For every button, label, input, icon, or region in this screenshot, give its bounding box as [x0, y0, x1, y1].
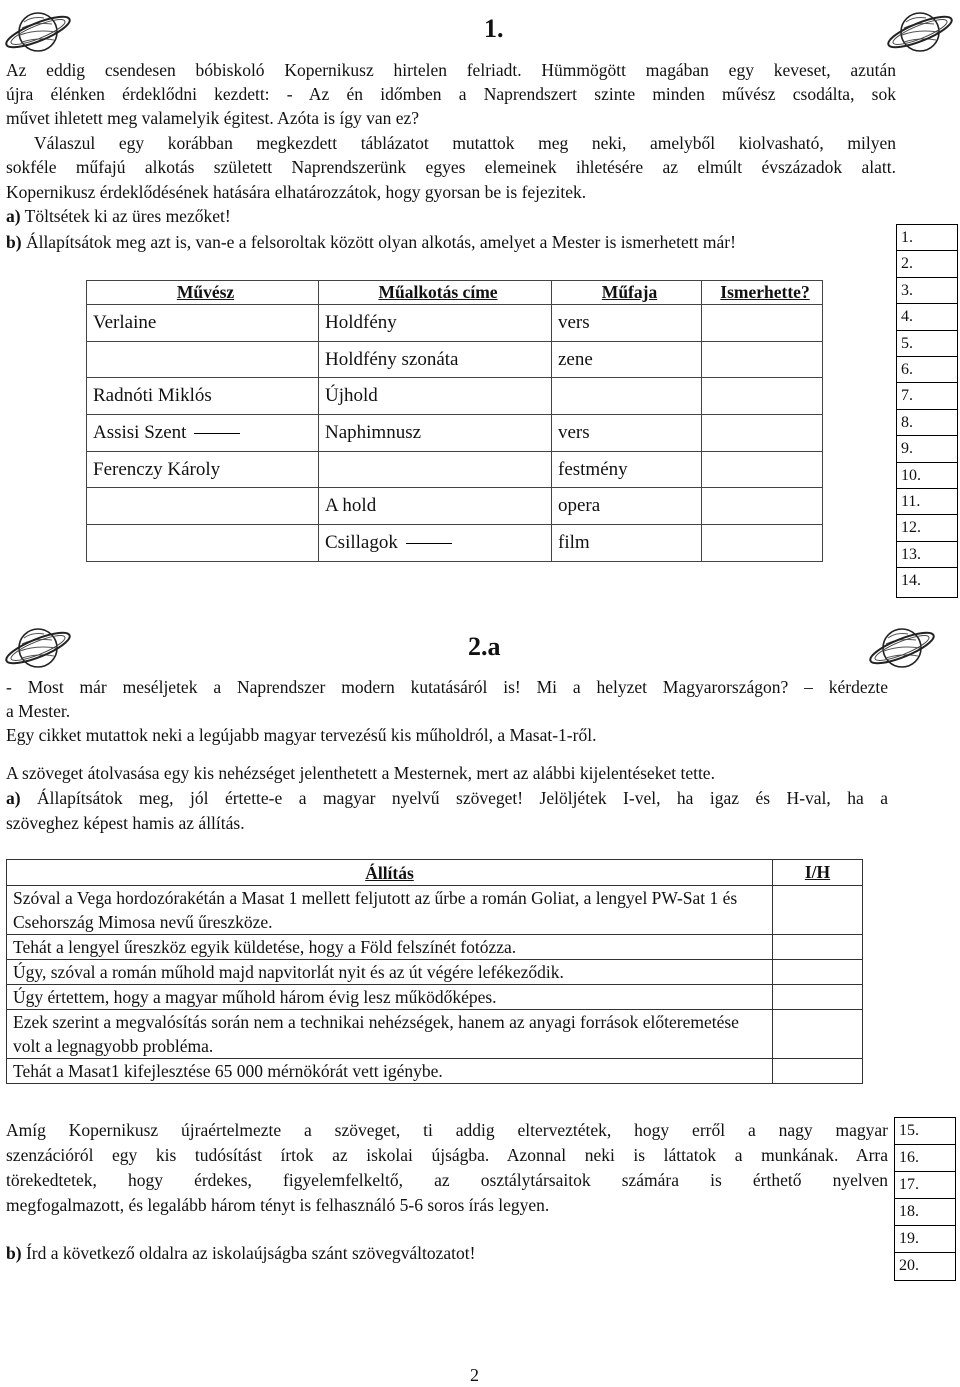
- artist-cell[interactable]: [87, 341, 319, 378]
- task-2a-label: a): [6, 788, 21, 808]
- true-false-cell[interactable]: [773, 935, 863, 960]
- artist-cell: Ferenczy Károly: [87, 451, 319, 488]
- artist-cell[interactable]: [87, 525, 319, 562]
- table-row: [87, 341, 823, 378]
- title-text: Csillagok: [325, 531, 398, 553]
- genre-cell: film: [552, 525, 702, 562]
- genre-cell: vers: [552, 415, 702, 452]
- planet-icon: [2, 618, 74, 674]
- task-2b-text: Írd a következő oldalra az iskolaújságba szánt szövegváltozatot!: [25, 1243, 476, 1263]
- table-row: [87, 415, 823, 452]
- answer-number[interactable]: 8.: [897, 410, 957, 436]
- genre-cell: opera: [552, 488, 702, 525]
- section-2-intro-line: A szöveget átolvasása egy kis nehézséget jelenthetett a Mesternek, mert az alábbi kijelentéseket tette.: [6, 763, 715, 783]
- statement-cell: Tehát a Masat1 kifejlesztése 65 000 mérnökórát vett igénybe.: [7, 1059, 773, 1084]
- statement-cell: Tehát a lengyel űreszköz egyik küldetése, hogy a Föld felszínét fotózza.: [7, 935, 773, 960]
- known-cell[interactable]: [702, 451, 823, 488]
- table-header: Műalkotás címe: [319, 281, 552, 305]
- section-2-intro-line: - Most már meséljetek a Naprendszer modern kutatásáról is! Mi a helyzet Magyarországon? – kérdezte: [6, 677, 888, 697]
- genre-cell[interactable]: [552, 378, 702, 415]
- known-cell[interactable]: [702, 378, 823, 415]
- table-header: Művész: [87, 281, 319, 305]
- answer-number[interactable]: 20.: [899, 1257, 919, 1274]
- answer-number[interactable]: 1.: [897, 225, 957, 251]
- planet-icon: [866, 618, 938, 674]
- page-number: 2: [470, 1365, 479, 1385]
- answer-number[interactable]: 14.: [901, 572, 921, 590]
- section-2-outro-line: megfogalmazott, és legalább három tényt is felhasználó 5-6 soros írás legyen.: [6, 1195, 550, 1215]
- section-1-intro-line: Kopernikusz érdeklődésének hatására elhatározzátok, hogy gyorsan be is fejezitek.: [6, 182, 587, 202]
- genre-cell: zene: [552, 341, 702, 378]
- title-cell[interactable]: [319, 451, 552, 488]
- table-row: [87, 305, 823, 342]
- true-false-cell[interactable]: [773, 1059, 863, 1084]
- task-1a-label: a): [6, 206, 21, 226]
- planet-icon: [884, 2, 956, 58]
- true-false-cell[interactable]: [773, 985, 863, 1010]
- answer-number[interactable]: 9.: [897, 436, 957, 462]
- section-2-intro-line: a Mester.: [6, 701, 71, 721]
- table-row: [7, 960, 863, 985]
- answer-column-2: [894, 1117, 956, 1281]
- known-cell[interactable]: [702, 488, 823, 525]
- title-cell: Holdfény szonáta: [319, 341, 552, 378]
- task-1b-text: Állapítsátok meg azt is, van-e a felsoroltak között olyan alkotás, amelyet a Mester is ismerhetett már!: [25, 232, 736, 252]
- task-2a-text: Állapítsátok meg, jól értette-e a magyar nyelvű szöveget! Jelöljétek I-vel, ha igaz és H-val, ha a: [37, 788, 888, 808]
- artist-cell[interactable]: [87, 488, 319, 525]
- answer-number[interactable]: 17.: [895, 1172, 955, 1199]
- genre-cell: festmény: [552, 451, 702, 488]
- known-cell[interactable]: [702, 305, 823, 342]
- answer-number[interactable]: 15.: [895, 1118, 955, 1145]
- table-row: [7, 985, 863, 1010]
- answer-column-1: [896, 224, 958, 598]
- table-header: Ismerhette?: [702, 281, 823, 305]
- known-cell[interactable]: [702, 525, 823, 562]
- answer-number[interactable]: 7.: [897, 383, 957, 409]
- genre-cell: vers: [552, 305, 702, 342]
- answer-number[interactable]: 16.: [895, 1145, 955, 1172]
- true-false-cell[interactable]: [773, 1010, 863, 1059]
- statement-cell: Úgy értettem, hogy a magyar műhold három évig lesz működőképes.: [7, 985, 773, 1010]
- section-1-intro-line: újra élénken érdeklődni kezdett: - Az én időmben a Naprendszert szinte minden művész csodálta, sok: [6, 84, 896, 104]
- section-1-title: 1.: [484, 14, 504, 43]
- section-1-intro-line: művet ihletett meg valamelyik égitest. Azóta is így van ez?: [6, 108, 420, 128]
- task-2b-label: b): [6, 1243, 22, 1263]
- answer-number[interactable]: 11.: [897, 489, 957, 515]
- true-false-cell[interactable]: [773, 960, 863, 985]
- statement-cell: Ezek szerint a megvalósítás során nem a technikai nehézségek, hanem az anyagi források előteremetése volt a legnagyobb probléma.: [7, 1010, 773, 1059]
- statements-table: [6, 859, 863, 1084]
- title-cell: Holdfény: [319, 305, 552, 342]
- title-cell: Naphimnusz: [319, 415, 552, 452]
- section-1-intro-line: sokféle műfajú alkotás született Naprendszerünk egyes elemeinek ihletésére az elmúlt évszázadok alatt.: [6, 157, 896, 177]
- table-row: [87, 525, 823, 562]
- task-1b: [6, 230, 736, 254]
- title-cell: A hold: [319, 488, 552, 525]
- answer-number[interactable]: 2.: [897, 251, 957, 277]
- answer-number[interactable]: 5.: [897, 331, 957, 357]
- answer-number[interactable]: 13.: [897, 542, 957, 568]
- statement-cell: Szóval a Vega hordozórakétán a Masat 1 mellett feljutott az űrbe a román Goliat, a lengyel PW-Sat 1 és Csehország Mimosa nevű űreszköze.: [7, 886, 773, 935]
- section-2-outro-line: törekedtetek, hogy érdekes, figyelemfelkeltő, az osztálytársaitok számára is érthető nyelven: [6, 1170, 888, 1190]
- statement-cell: Úgy, szóval a román műhold majd napvitorlát nyit és az út végére lefékeződik.: [7, 960, 773, 985]
- table-row: [7, 935, 863, 960]
- answer-number[interactable]: 6.: [897, 357, 957, 383]
- fill-in-blank[interactable]: [406, 543, 452, 544]
- known-cell[interactable]: [702, 341, 823, 378]
- section-1-intro-line: Az eddig csendesen bóbiskoló Kopernikusz hirtelen felriadt. Hümmögött magában egy keveset, azután: [6, 60, 896, 80]
- task-2a-text-line: szöveghez képest hamis az állítás.: [6, 813, 245, 833]
- planet-icon: [2, 2, 74, 58]
- section-2-title: 2.a: [468, 632, 501, 661]
- task-2b: [6, 1241, 475, 1265]
- table-row: [87, 488, 823, 525]
- section-1-intro-line: Válaszul egy korábban megkezdett táblázatot mutattok meg neki, amelyből kiolvasható, milyen: [34, 133, 896, 153]
- artist-cell: [87, 415, 319, 452]
- answer-number[interactable]: 12.: [897, 515, 957, 541]
- answer-number[interactable]: 19.: [895, 1226, 955, 1253]
- artworks-table: [86, 280, 823, 562]
- table-header: Műfaja: [552, 281, 702, 305]
- task-1b-label: b): [6, 232, 22, 252]
- section-2-outro-line: Amíg Kopernikusz újraértelmezte a szöveget, ti addig elterveztétek, hogy erről a nagy magyar: [6, 1120, 888, 1140]
- title-cell: [319, 525, 552, 562]
- answer-number[interactable]: 10.: [897, 463, 957, 489]
- table-row: [87, 378, 823, 415]
- known-cell[interactable]: [702, 415, 823, 452]
- answer-number[interactable]: 4.: [897, 304, 957, 330]
- table-row: [87, 451, 823, 488]
- answer-number[interactable]: 18.: [895, 1199, 955, 1226]
- task-2a: [6, 786, 888, 810]
- task-1a: [6, 204, 231, 228]
- artist-text: Assisi Szent: [93, 421, 187, 443]
- answer-number[interactable]: 3.: [897, 278, 957, 304]
- artist-cell: Radnóti Miklós: [87, 378, 319, 415]
- table-row: [7, 886, 863, 935]
- section-2-intro-line: Egy cikket mutattok neki a legújabb magyar tervezésű kis műholdról, a Masat-1-ről.: [6, 725, 597, 745]
- table-header: I/H: [773, 860, 863, 886]
- true-false-cell[interactable]: [773, 886, 863, 935]
- task-1a-text: Töltsétek ki az üres mezőket!: [24, 206, 231, 226]
- table-row: [7, 1010, 863, 1059]
- title-cell: Újhold: [319, 378, 552, 415]
- fill-in-blank[interactable]: [194, 433, 240, 434]
- artist-cell: Verlaine: [87, 305, 319, 342]
- table-header: Állítás: [7, 860, 773, 886]
- section-2-outro-line: szenzációról egy kis tudósítást írtok az iskolai újságba. Azonnal neki is láttatok a munkának. Arra: [6, 1145, 888, 1165]
- table-row: [7, 1059, 863, 1084]
